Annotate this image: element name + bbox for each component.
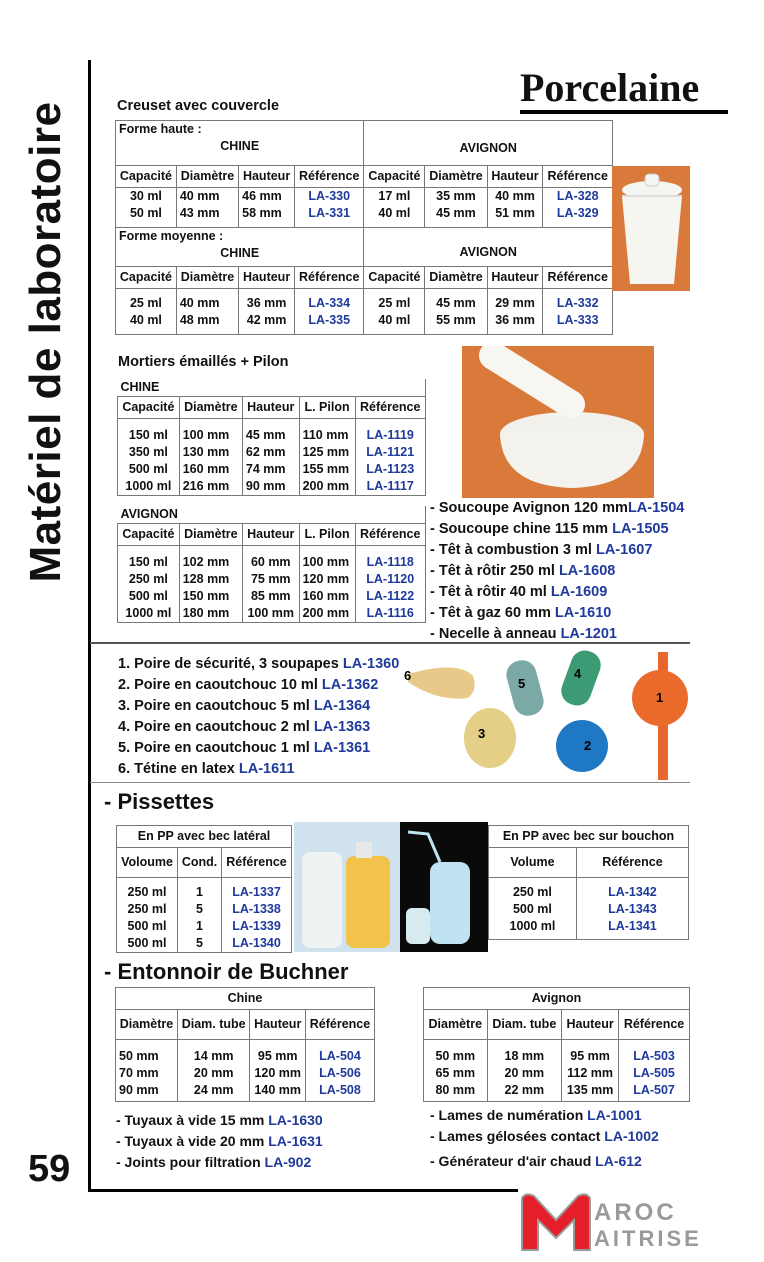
cell: 180 mm — [182, 606, 230, 620]
cell: 85 mm — [250, 589, 291, 603]
haute-label: Forme haute : — [119, 122, 202, 136]
moyenne-label: Forme moyenne : — [119, 229, 224, 243]
ref-cell: LA-333 — [556, 313, 599, 327]
col-header: Référence — [619, 1010, 690, 1040]
cell: 216 mm — [182, 479, 230, 493]
mortiers-chine-label: CHINE — [118, 379, 426, 397]
creuset-moy-chine-head — [116, 228, 364, 267]
col-header: Hauteur — [242, 397, 299, 419]
table-row — [116, 188, 613, 228]
col-header: Référence — [543, 267, 613, 289]
cell: 90 mm — [119, 1083, 159, 1097]
table-row — [118, 419, 426, 496]
cell: 40 ml — [378, 206, 411, 220]
bulb-2-icon — [556, 720, 608, 772]
table-row — [424, 1040, 690, 1102]
maroc-maitrise-logo — [520, 1190, 720, 1254]
cell: 74 mm — [245, 462, 286, 476]
col-header: Voloume — [117, 848, 178, 878]
col-header: Hauteur — [487, 267, 543, 289]
mortiers-heading: Mortiers émaillés + Pilon — [118, 354, 289, 370]
list-item: 5. Poire en caoutchouc 1 ml LA-1361 — [118, 740, 371, 756]
ref-cell: LA-1121 — [366, 445, 415, 459]
logo-m-icon — [520, 1190, 720, 1254]
svg-text:AITRISE: AITRISE — [594, 1226, 702, 1251]
col-header: Référence — [305, 1010, 374, 1040]
cell: 1000 ml — [125, 606, 172, 620]
svg-text:3: 3 — [478, 726, 486, 741]
cell: 200 mm — [302, 479, 350, 493]
col-header: Diamètre — [176, 166, 238, 188]
col-header: Référence — [355, 524, 426, 546]
list-item: - Joints pour filtration LA-902 — [116, 1154, 312, 1170]
col-header: Hauteur — [239, 267, 295, 289]
cell: 125 mm — [302, 445, 350, 459]
col-header: Hauteur — [250, 1010, 306, 1040]
cell: 100 mm — [182, 428, 230, 442]
list-item: - Necelle à anneau LA-1201 — [430, 626, 617, 642]
cell: 160 mm — [182, 462, 230, 476]
list-item: - Têt à rôtir 40 ml LA-1609 — [430, 584, 608, 600]
list-item: - Tuyaux à vide 20 mm LA-1631 — [116, 1133, 323, 1149]
cell: 200 mm — [302, 606, 350, 620]
col-header: Capacité — [116, 267, 177, 289]
cell: 43 mm — [179, 206, 220, 220]
col-header: Diamètre — [176, 267, 238, 289]
cell: 40 ml — [378, 313, 411, 327]
bouchon-title: En PP avec bec sur bouchon — [489, 826, 689, 848]
list-item: - Soucoupe Avignon 120 mmLA-1504 — [430, 500, 685, 516]
cell: 135 mm — [566, 1083, 614, 1097]
wash-bottle-icon — [294, 822, 400, 952]
col-header: Diam. tube — [177, 1010, 250, 1040]
moy-avignon-label: AVIGNON — [364, 228, 613, 267]
ref-cell: LA-335 — [308, 313, 351, 327]
cell: 40 mm — [179, 296, 220, 310]
cell: 5 — [196, 936, 203, 950]
cell: 5 — [196, 902, 203, 916]
list-item: - Têt à gaz 60 mm LA-1610 — [430, 605, 612, 621]
section-divider — [90, 782, 690, 783]
cell: 500 ml — [128, 589, 168, 603]
cell: 90 mm — [245, 479, 286, 493]
col-header: Diamètre — [424, 1010, 488, 1040]
col-header: Référence — [576, 848, 688, 878]
creuset-haute-cols — [116, 166, 613, 188]
cell: 14 mm — [193, 1049, 234, 1063]
cell: 65 mm — [435, 1066, 476, 1080]
col-header: Référence — [355, 397, 426, 419]
list-item: - Lames de numération LA-1001 — [430, 1107, 642, 1123]
haute-chine-label: CHINE — [220, 139, 260, 153]
col-header: Hauteur — [242, 524, 299, 546]
cell: 350 ml — [128, 445, 168, 459]
ref-cell: LA-1116 — [366, 606, 414, 620]
cell: 150 ml — [128, 428, 168, 442]
cell: 500 ml — [128, 462, 168, 476]
ref-cell: LA-1339 — [232, 919, 281, 933]
cell: 40 ml — [129, 313, 162, 327]
cell: 40 mm — [495, 189, 535, 203]
left-rule — [88, 60, 91, 1192]
list-item: 6. Tétine en latex LA-1611 — [118, 761, 295, 777]
cell: 29 mm — [495, 296, 535, 310]
list-item: - Générateur d'air chaud LA-612 — [430, 1153, 642, 1169]
cell: 36 mm — [246, 296, 287, 310]
svg-text:AROC: AROC — [594, 1199, 677, 1226]
crucible-photo — [612, 166, 690, 291]
ref-cell: LA-504 — [319, 1049, 361, 1063]
buchner-avignon-table — [423, 987, 690, 1102]
cell: 500 ml — [127, 919, 167, 933]
ref-cell: LA-1122 — [366, 589, 415, 603]
poires-list — [118, 654, 399, 780]
creuset-haute-chine-head — [116, 121, 364, 166]
cell: 120 mm — [254, 1066, 301, 1080]
lateral-title: En PP avec bec latéral — [117, 826, 292, 848]
cell: 25 ml — [378, 296, 411, 310]
cell: 140 mm — [254, 1083, 301, 1097]
ref-cell: LA-506 — [319, 1066, 361, 1080]
cell: 45 mm — [436, 206, 476, 220]
cell: 62 mm — [245, 445, 286, 459]
cell: 100 mm — [302, 555, 350, 569]
col-header: Capacité — [118, 524, 180, 546]
cell: 250 ml — [127, 902, 167, 916]
list-item: - Tuyaux à vide 15 mm LA-1630 — [116, 1112, 323, 1128]
ref-cell: LA-1338 — [232, 902, 281, 916]
list-item: 2. Poire en caoutchouc 10 ml LA-1362 — [118, 677, 379, 693]
creuset-moy-cols — [116, 267, 613, 289]
cell: 128 mm — [182, 572, 230, 586]
list-item: - Soucoupe chine 115 mm LA-1505 — [430, 521, 669, 537]
cell: 55 mm — [436, 313, 476, 327]
ref-cell: LA-508 — [319, 1083, 361, 1097]
cell: 80 mm — [435, 1083, 476, 1097]
ref-cell: LA-507 — [633, 1083, 675, 1097]
cell: 250 ml — [512, 885, 552, 899]
creuset-table — [115, 120, 613, 335]
svg-text:4: 4 — [574, 666, 582, 681]
cell: 45 mm — [245, 428, 286, 442]
cell: 20 mm — [193, 1066, 234, 1080]
col-header: Capacité — [364, 166, 425, 188]
cell: 60 mm — [250, 555, 291, 569]
bulb-1-icon — [632, 652, 688, 780]
cell: 50 ml — [129, 206, 162, 220]
rubber-bulbs-illustration — [398, 646, 694, 782]
pissettes-heading: - Pissettes — [104, 789, 215, 814]
cell: 36 mm — [495, 313, 535, 327]
cell: 50 mm — [435, 1049, 476, 1063]
table-row — [117, 878, 292, 953]
bottom-rule — [88, 1189, 518, 1192]
col-header: Diamètre — [116, 1010, 178, 1040]
ref-cell: LA-331 — [308, 206, 351, 220]
cell: 112 mm — [567, 1066, 614, 1080]
cell: 500 ml — [512, 902, 552, 916]
col-header: Référence — [295, 166, 364, 188]
mortiers-avignon-label: AVIGNON — [118, 506, 426, 524]
cell: 155 mm — [302, 462, 350, 476]
cell: 51 mm — [495, 206, 535, 220]
list-item: 1. Poire de sécurité, 3 soupapes LA-1360 — [118, 656, 400, 672]
col-header: L. Pilon — [299, 397, 355, 419]
cell: 48 mm — [179, 313, 220, 327]
cell: 130 mm — [182, 445, 230, 459]
cell: 110 mm — [302, 428, 349, 442]
buchner-chine-table — [115, 987, 375, 1102]
cell: 50 mm — [119, 1049, 159, 1063]
cell: 250 ml — [127, 885, 167, 899]
col-header: Référence — [543, 166, 613, 188]
ref-cell: LA-1340 — [232, 936, 281, 950]
cell: 1000 ml — [125, 479, 172, 493]
cell: 150 ml — [128, 555, 168, 569]
col-header: Cond. — [178, 848, 222, 878]
ref-cell: LA-1343 — [608, 902, 657, 916]
ref-cell: LA-1337 — [232, 885, 281, 899]
page-title: Porcelaine — [520, 65, 700, 110]
side-title — [6, 62, 86, 622]
table-row — [116, 1040, 375, 1102]
cell: 120 mm — [302, 572, 350, 586]
pissettes-bouchon-table — [488, 825, 689, 940]
cell: 30 ml — [129, 189, 162, 203]
accessoires-list — [430, 498, 684, 645]
col-header: Diamètre — [179, 397, 242, 419]
list-item: - Têt à combustion 3 ml LA-1607 — [430, 542, 653, 558]
list-item: 3. Poire en caoutchouc 5 ml LA-1364 — [118, 698, 371, 714]
col-header: Hauteur — [487, 166, 543, 188]
haute-avignon-label: AVIGNON — [364, 121, 613, 166]
ref-cell: LA-1118 — [366, 555, 414, 569]
ref-cell: LA-328 — [556, 189, 599, 203]
cell: 20 mm — [504, 1066, 545, 1080]
svg-text:1: 1 — [656, 690, 664, 705]
side-title-text: Matériel de laboratoire — [21, 101, 70, 583]
cell: 95 mm — [570, 1049, 610, 1063]
ref-cell: LA-1341 — [608, 919, 657, 933]
wash-bottles-photo-1 — [294, 822, 400, 952]
ref-cell: LA-505 — [633, 1066, 675, 1080]
cell: 22 mm — [504, 1083, 545, 1097]
list-item: - Têt à rôtir 250 ml LA-1608 — [430, 563, 616, 579]
col-header: Diamètre — [425, 267, 487, 289]
cell: 24 mm — [193, 1083, 234, 1097]
cell: 95 mm — [257, 1049, 298, 1063]
moy-chine-label: CHINE — [220, 246, 260, 260]
cell: 58 mm — [242, 206, 282, 220]
wash-bottle-icon — [400, 822, 488, 952]
svg-text:6: 6 — [404, 668, 412, 683]
mortar-photo — [462, 346, 654, 498]
cell: 1000 ml — [509, 919, 556, 933]
mortiers-avignon-table — [117, 506, 426, 623]
buchner-avignon-label: Avignon — [424, 988, 690, 1010]
bulb-5-icon — [503, 657, 546, 719]
mortar-icon — [462, 346, 654, 498]
creuset-heading: Creuset avec couvercle — [117, 98, 280, 114]
wash-bottles-photo-2 — [400, 822, 488, 952]
col-header: Capacité — [364, 267, 425, 289]
ref-cell: LA-334 — [308, 296, 351, 310]
mortiers-chine-table — [117, 379, 426, 496]
ref-cell: LA-332 — [556, 296, 599, 310]
ref-cell: LA-329 — [556, 206, 599, 220]
ref-cell: LA-1117 — [366, 479, 414, 493]
col-header: Hauteur — [239, 166, 295, 188]
cell: 25 ml — [129, 296, 162, 310]
col-header: Capacité — [118, 397, 180, 419]
bulb-6-icon — [404, 667, 475, 698]
col-header: L. Pilon — [299, 524, 355, 546]
cell: 42 mm — [246, 313, 287, 327]
cell: 45 mm — [436, 296, 476, 310]
cell: 500 ml — [127, 936, 167, 950]
divers-right-list — [430, 1105, 659, 1172]
col-header: Diamètre — [425, 166, 487, 188]
cell: 75 mm — [250, 572, 291, 586]
col-header: Volume — [489, 848, 577, 878]
cell: 1 — [196, 885, 203, 899]
buchner-chine-label: Chine — [116, 988, 375, 1010]
col-header: Diam. tube — [487, 1010, 562, 1040]
buchner-heading: - Entonnoir de Buchner — [104, 959, 349, 984]
ref-cell: LA-1123 — [366, 462, 415, 476]
ref-cell: LA-1120 — [366, 572, 415, 586]
cell: 250 ml — [128, 572, 168, 586]
table-row — [118, 546, 426, 623]
cell: 160 mm — [302, 589, 350, 603]
list-item: - Lames gélosées contact LA-1002 — [430, 1128, 659, 1144]
page-number: 59 — [28, 1148, 71, 1190]
bulb-3-icon — [464, 708, 516, 768]
cell: 18 mm — [504, 1049, 545, 1063]
svg-text:5: 5 — [518, 676, 526, 691]
list-item: 4. Poire en caoutchouc 2 ml LA-1363 — [118, 719, 371, 735]
svg-text:2: 2 — [584, 738, 592, 753]
table-row — [489, 878, 689, 940]
col-header: Diamètre — [179, 524, 242, 546]
cell: 17 ml — [378, 189, 411, 203]
cell: 35 mm — [436, 189, 476, 203]
bulb-4-icon — [557, 647, 604, 710]
col-header: Référence — [295, 267, 364, 289]
cell: 70 mm — [119, 1066, 159, 1080]
cell: 1 — [196, 919, 203, 933]
col-header: Référence — [222, 848, 292, 878]
table-row — [116, 289, 613, 335]
crucible-icon — [612, 166, 690, 291]
cell: 40 mm — [179, 189, 220, 203]
ref-cell: LA-330 — [308, 189, 351, 203]
cell: 46 mm — [242, 189, 282, 203]
cell: 100 mm — [247, 606, 295, 620]
section-divider — [90, 642, 690, 644]
col-header: Capacité — [116, 166, 177, 188]
divers-left-list — [116, 1110, 323, 1173]
ref-cell: LA-503 — [633, 1049, 675, 1063]
cell: 102 mm — [182, 555, 230, 569]
cell: 150 mm — [182, 589, 230, 603]
col-header: Hauteur — [562, 1010, 619, 1040]
ref-cell: LA-1342 — [608, 885, 657, 899]
pissettes-lateral-table — [116, 825, 292, 953]
ref-cell: LA-1119 — [366, 428, 414, 442]
title-underline — [520, 110, 728, 114]
